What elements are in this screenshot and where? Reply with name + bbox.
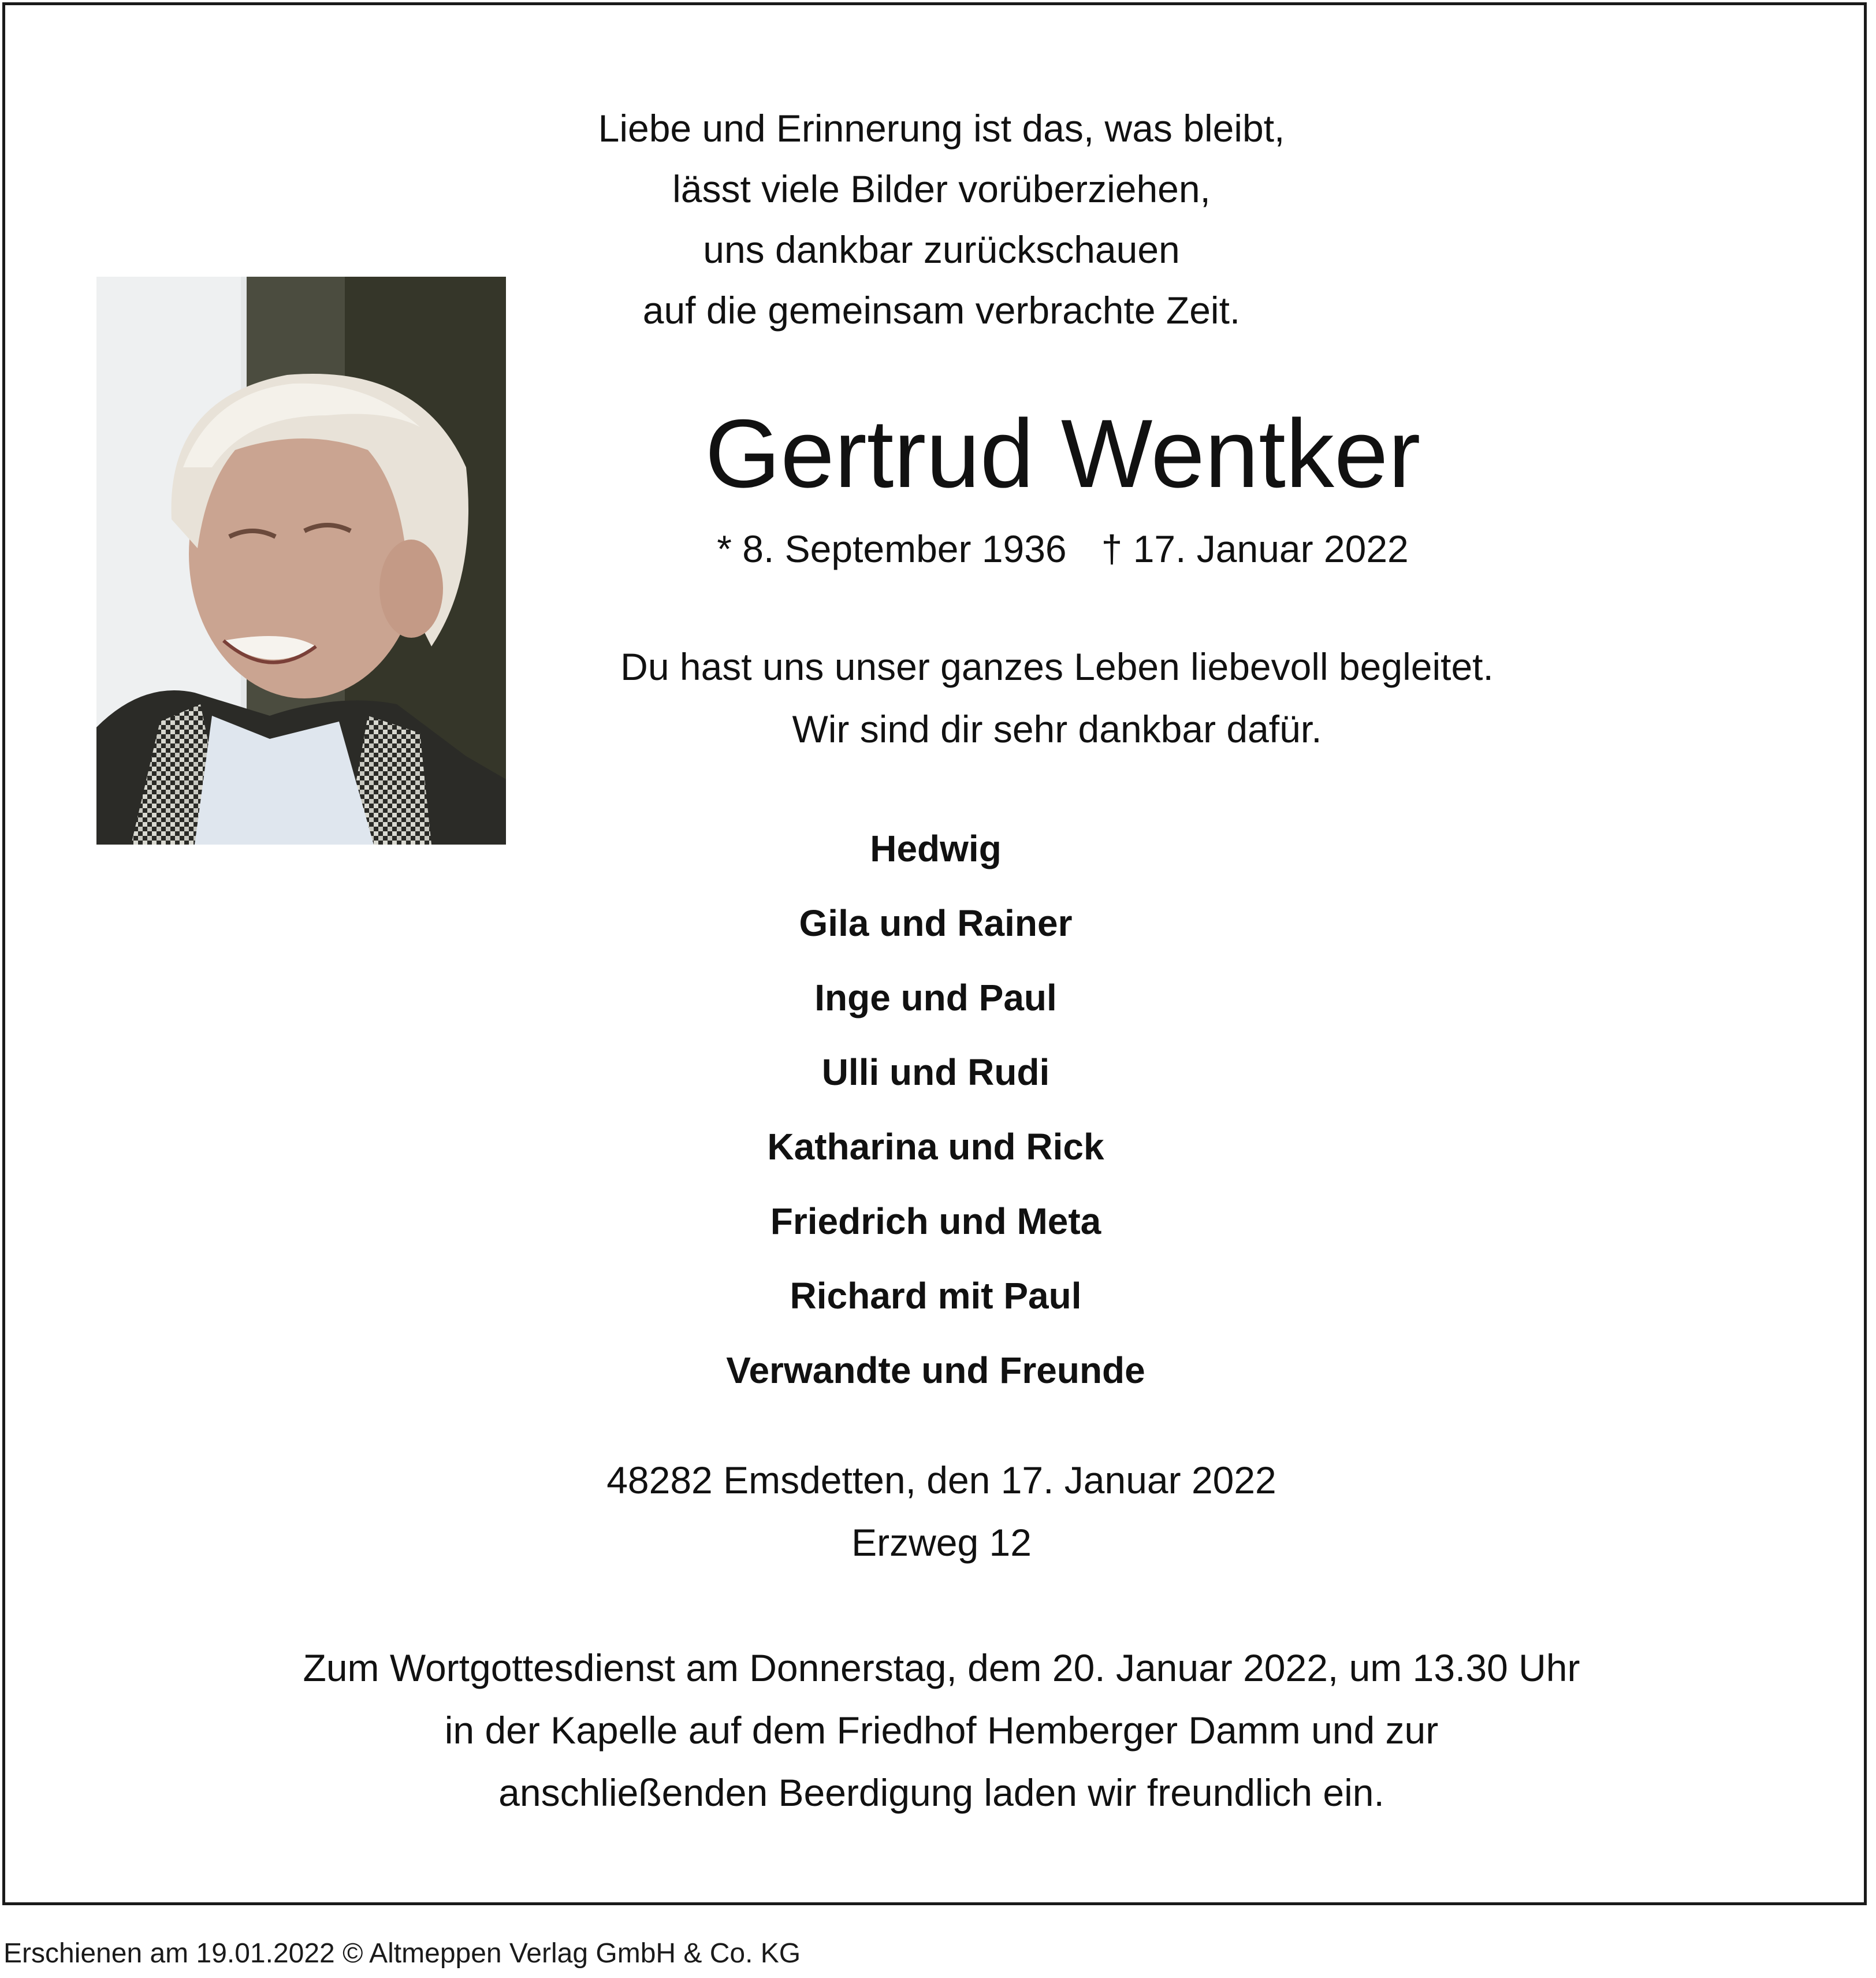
place-and-address [479, 1449, 1404, 1574]
life-dates [601, 520, 1525, 578]
mourner-name: Katharina und Rick [767, 1126, 1104, 1168]
service-line: in der Kapelle auf dem Friedhof Hemberger Damm und zur [444, 1709, 1439, 1752]
tribute-line: Wir sind dir sehr dankbar dafür. [792, 708, 1322, 750]
portrait-photo [96, 277, 506, 845]
street-address: Erzweg 12 [851, 1521, 1032, 1564]
death-date: † 17. Januar 2022 [1101, 527, 1409, 570]
poem [422, 98, 1461, 341]
place-date: 48282 Emsdetten, den 17. Januar 2022 [606, 1459, 1276, 1501]
mourner-name: Ulli und Rudi [821, 1051, 1050, 1093]
mourner-name: Gila und Rainer [799, 902, 1073, 944]
publication-footer: Erschienen am 19.01.2022 © Altmeppen Verlag GmbH & Co. KG [3, 1938, 801, 1969]
poem-line: Liebe und Erinnerung ist das, was bleibt, [598, 107, 1285, 150]
mourner-name: Hedwig [870, 828, 1002, 869]
mourners-list [589, 812, 1282, 1408]
service-line: anschließenden Beerdigung laden wir freundlich ein. [498, 1771, 1384, 1814]
tribute-line: Du hast uns unser ganzes Leben liebevoll begleitet. [620, 645, 1494, 688]
mourner-name: Verwandte und Freunde [726, 1349, 1145, 1391]
service-line: Zum Wortgottesdienst am Donnerstag, dem 20. Januar 2022, um 13.30 Uhr [303, 1646, 1580, 1689]
poem-line: lässt viele Bilder vorüberziehen, [672, 168, 1211, 210]
service-announcement [133, 1637, 1750, 1824]
poem-line: auf die gemeinsam verbrachte Zeit. [642, 289, 1241, 332]
mourner-name: Friedrich und Meta [770, 1200, 1101, 1242]
deceased-name: Gertrud Wentker [705, 399, 1421, 508]
mourner-name: Richard mit Paul [790, 1275, 1082, 1317]
mourner-name: Inge und Paul [814, 977, 1057, 1018]
poem-line: uns dankbar zurückschauen [703, 228, 1180, 271]
birth-date: * 8. September 1936 [717, 527, 1067, 570]
tribute [479, 635, 1635, 760]
